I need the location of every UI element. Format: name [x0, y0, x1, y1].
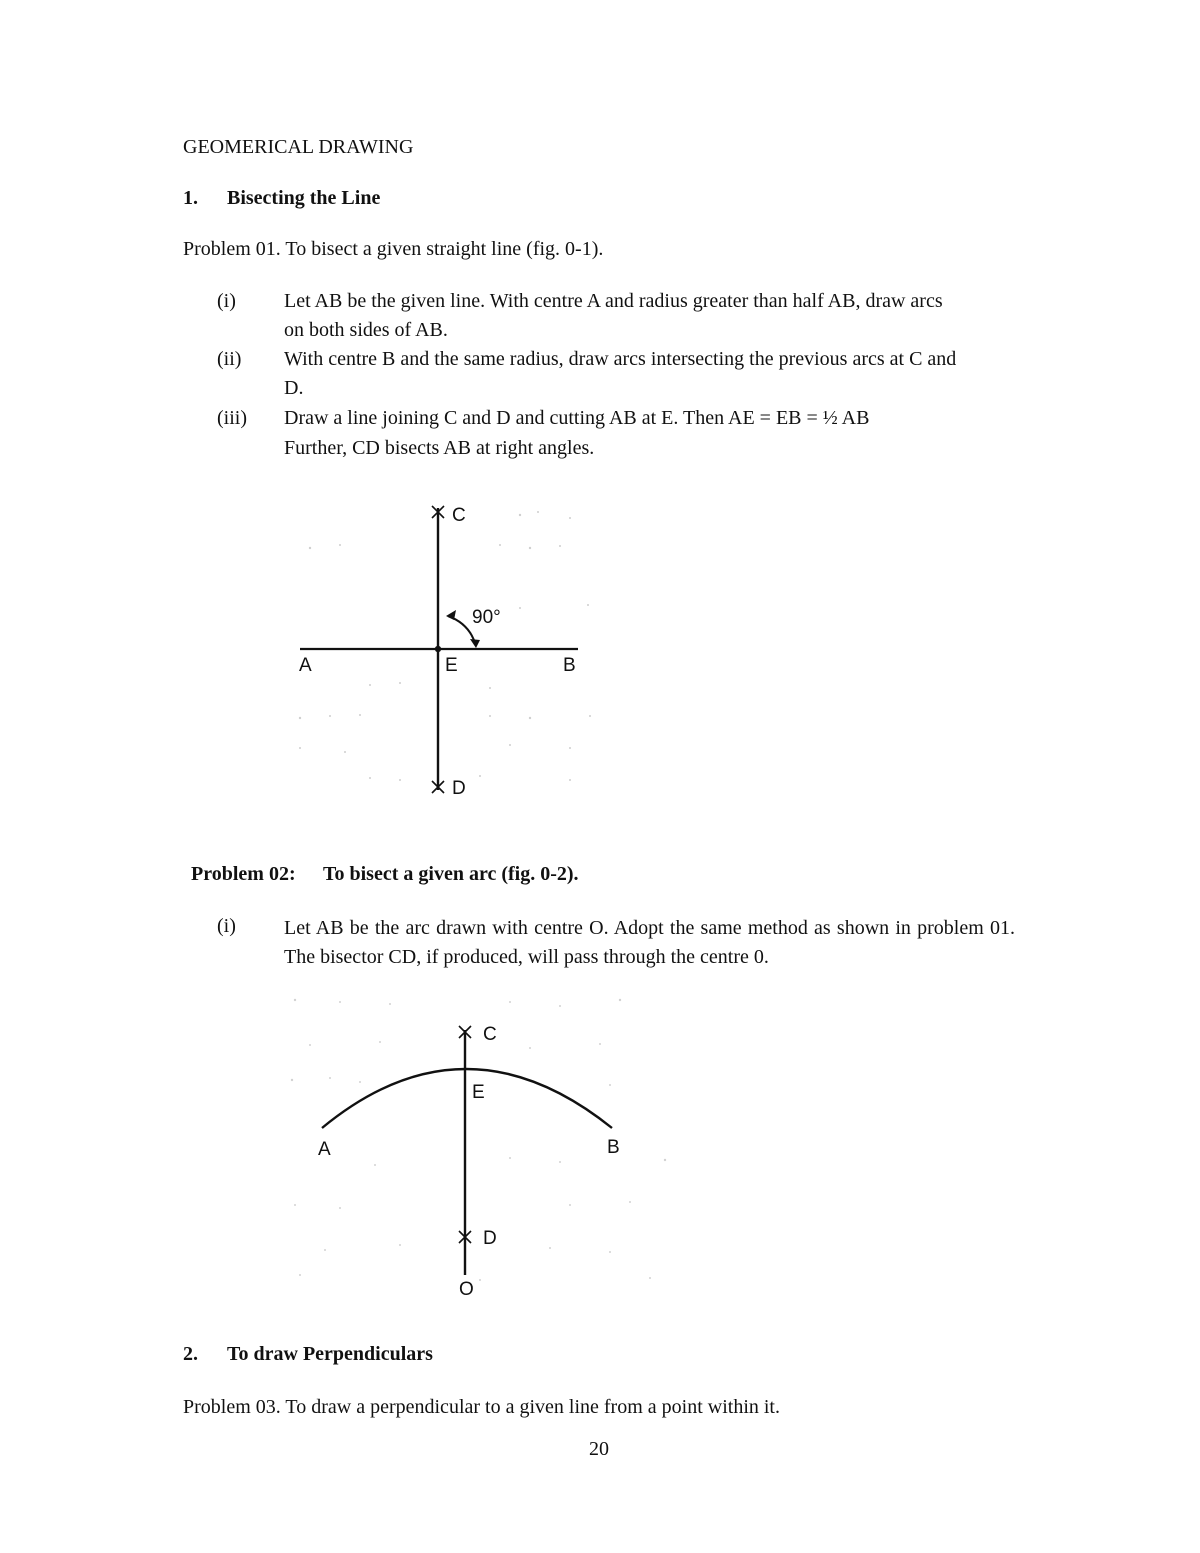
page-number: 20 [589, 1438, 609, 1460]
step-text-line: D. [284, 377, 304, 399]
label-d: D [452, 778, 466, 799]
step-text-line: With centre B and the same radius, draw arcs intersecting the previous arcs at C and [284, 348, 957, 370]
problem-title: To bisect a given arc (fig. 0-2). [323, 863, 579, 885]
problem-statement: Problem 01. To bisect a given straight line (fig. 0-1). [183, 238, 604, 260]
label-e: E [445, 655, 458, 676]
label-b: B [607, 1137, 620, 1158]
label-c: C [452, 505, 466, 526]
step-text-line: Let AB be the given line. With centre A and radius greater than half AB, draw arcs [284, 290, 943, 312]
step-text-line: Further, CD bisects AB at right angles. [284, 437, 595, 459]
label-a: A [299, 655, 312, 676]
problem-label: Problem 02: [191, 863, 296, 885]
label-o: O [459, 1279, 474, 1300]
step-marker: (iii) [217, 407, 247, 429]
step-marker: (ii) [217, 348, 242, 370]
section-number: 2. [183, 1343, 198, 1365]
section-number: 1. [183, 187, 198, 209]
label-c: C [483, 1024, 497, 1045]
figure-bisect-arc [280, 990, 680, 1305]
label-e: E [472, 1082, 485, 1103]
label-angle: 90° [472, 607, 501, 628]
arc-ab [322, 1069, 612, 1128]
section-title: Bisecting the Line [227, 187, 381, 209]
label-b: B [563, 655, 576, 676]
step-marker: (i) [217, 290, 236, 312]
step-text-line: Draw a line joining C and D and cutting AB at E. Then AE = EB = ½ AB [284, 407, 870, 429]
step-text-paragraph: Let AB be the arc drawn with centre O. Adopt the same method as shown in problem 01. The bisector CD, if produced, will pass through the centre 0. [284, 917, 1015, 968]
label-a: A [318, 1139, 331, 1160]
point-e-dot [435, 646, 441, 652]
problem-statement: Problem 03. To draw a perpendicular to a given line from a point within it. [183, 1396, 780, 1418]
figure-bisect-line [270, 490, 610, 810]
step-text-line: on both sides of AB. [284, 319, 448, 341]
label-d: D [483, 1228, 497, 1249]
section-title: To draw Perpendiculars [227, 1343, 433, 1365]
angle-arrow-head [470, 639, 480, 648]
scan-noise [299, 511, 591, 781]
step-marker: (i) [217, 915, 236, 937]
document-heading: GEOMERICAL DRAWING [183, 136, 414, 158]
